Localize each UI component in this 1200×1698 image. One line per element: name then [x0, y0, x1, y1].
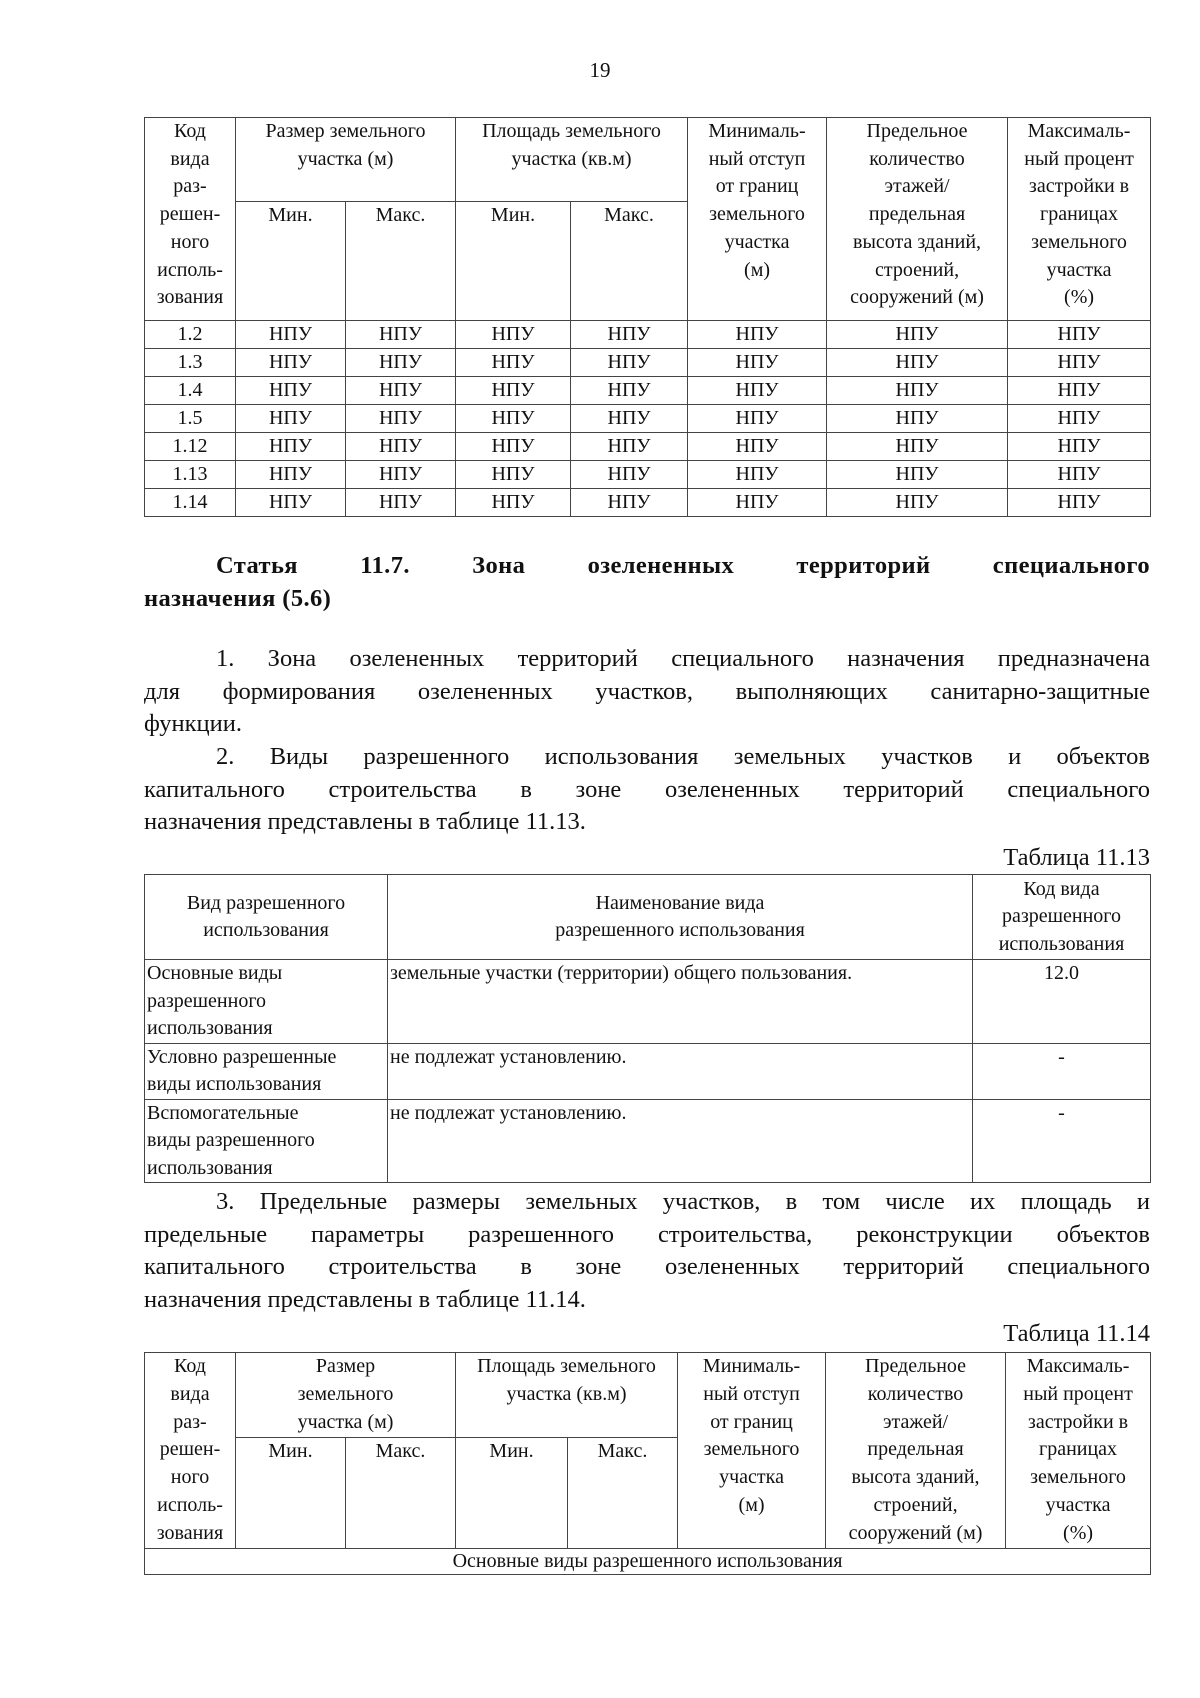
table-11-13: [144, 874, 1151, 1183]
row-code: 1.12: [145, 433, 236, 461]
header-line: исполь-: [157, 1493, 223, 1516]
header-code: [973, 875, 1151, 960]
row-cell: НПУ: [456, 461, 571, 489]
header-size-min: Мин.: [236, 1438, 346, 1549]
row-cell: НПУ: [456, 321, 571, 349]
cell-line: Основные виды: [147, 962, 283, 984]
row-cell: НПУ: [346, 321, 456, 349]
header-line: границах: [1039, 203, 1119, 226]
header-area-max: Макс.: [571, 202, 688, 321]
paragraph-line: назначения представлены в таблице 11.14.: [144, 1285, 586, 1313]
row-cell: НПУ: [1008, 461, 1151, 489]
header-line: Наименование вида: [595, 891, 765, 914]
row-name: не подлежат установлению.: [388, 1099, 973, 1183]
header-size: [236, 1353, 456, 1438]
header-line: земельного: [1031, 230, 1127, 253]
header-line: ный процент: [1023, 1382, 1133, 1405]
row-code: 1.4: [145, 377, 236, 405]
header-line: участка: [1046, 258, 1112, 281]
header-line: земельного: [297, 1382, 394, 1405]
header-line: количество: [867, 1382, 964, 1405]
cell-line: использования: [147, 1156, 273, 1179]
header-line: сооружений (м): [850, 286, 984, 309]
header-line: строений,: [873, 1493, 958, 1516]
header-line: застройки в: [1027, 1410, 1129, 1433]
header-line: от границ: [710, 1410, 793, 1433]
header-line: ного: [170, 1466, 210, 1489]
header-line: Минималь-: [708, 120, 806, 142]
row-cell: НПУ: [236, 321, 346, 349]
header-setback: [688, 118, 827, 321]
row-cell: НПУ: [688, 461, 827, 489]
row-cell: НПУ: [1008, 321, 1151, 349]
header-line: количество: [869, 147, 965, 170]
header-line: вида: [170, 1382, 210, 1405]
row-cell: НПУ: [571, 321, 688, 349]
paragraph-line: 2. Виды разрешенного использования земельных участков и объектов: [216, 743, 1150, 770]
row-cell: НПУ: [688, 377, 827, 405]
table-row: [145, 461, 1151, 489]
paragraph-2: [144, 741, 1150, 839]
header-line: раз-: [173, 175, 207, 198]
row-cell: НПУ: [236, 349, 346, 377]
header-area-min: Мин.: [456, 1438, 568, 1549]
header-line: участка (м): [297, 147, 394, 170]
header-line: строений,: [874, 258, 960, 281]
table-top-continuation: [144, 117, 1151, 517]
header-percent: [1006, 1353, 1151, 1549]
row-cell: НПУ: [456, 489, 571, 517]
row-kind: [145, 960, 388, 1044]
header-line: Минималь-: [702, 1355, 801, 1377]
header-line: ный отступ: [703, 1382, 800, 1405]
header-line: этажей/: [882, 1410, 949, 1433]
paragraph-line: для формирования озелененных участков, выполняющих санитарно-защитные: [144, 677, 1150, 705]
header-line: участка (кв.м): [506, 1382, 627, 1405]
header-line: зования: [156, 1521, 224, 1544]
row-cell: НПУ: [346, 433, 456, 461]
row-cell: НПУ: [827, 489, 1008, 517]
header-line: земельного: [1030, 1466, 1126, 1489]
row-code: 1.5: [145, 405, 236, 433]
page-number: 19: [589, 58, 611, 82]
row-cell: НПУ: [1008, 405, 1151, 433]
cell-line: Вспомогательные: [147, 1101, 299, 1124]
article-title-line1: Статья 11.7. Зона озелененных территорий специального: [216, 552, 1150, 579]
header-line: участка (кв.м): [511, 147, 632, 170]
header-line: Максималь-: [1027, 120, 1131, 142]
header-floors: [826, 1353, 1006, 1549]
header-line: участка: [719, 1466, 784, 1489]
row-cell: НПУ: [456, 433, 571, 461]
header-line: зования: [156, 286, 224, 309]
row-cell: НПУ: [827, 405, 1008, 433]
header-line: ный процент: [1024, 147, 1134, 170]
header-line: (%): [1064, 286, 1095, 309]
paragraph-line: капитального строительства в зоне озелененных территорий специального: [144, 1253, 1150, 1280]
paragraph-line: 1. Зона озелененных территорий специального назначения предназначена: [216, 645, 1150, 672]
paragraph-3: [144, 1186, 1150, 1316]
row-cell: НПУ: [827, 433, 1008, 461]
paragraph-1: [144, 643, 1150, 741]
table-row: [145, 960, 1151, 1044]
header-area-max: Макс.: [568, 1438, 678, 1549]
header-size-min: Мин.: [236, 202, 346, 321]
paragraph-line: 3. Предельные размеры земельных участков, в том числе их площадь и: [216, 1188, 1150, 1215]
row-cell: НПУ: [236, 377, 346, 405]
article-title: [144, 549, 1150, 615]
header-line: ный отступ: [708, 147, 806, 170]
row-cell: НПУ: [456, 349, 571, 377]
paragraph-line: предельные параметры разрешенного строительства, реконструкции объектов: [144, 1220, 1150, 1248]
row-cell: НПУ: [688, 489, 827, 517]
row-cell: НПУ: [1008, 377, 1151, 405]
article-title-line2: назначения (5.6): [144, 585, 332, 612]
header-size: [236, 118, 456, 202]
header-area: [456, 118, 688, 202]
table-row: [145, 377, 1151, 405]
row-cell: НПУ: [571, 349, 688, 377]
table-row: [145, 1043, 1151, 1099]
table-1114-caption: Таблица 11.14: [1003, 1320, 1150, 1347]
header-line: Код: [174, 120, 206, 142]
table-row: [145, 433, 1151, 461]
header-line: сооружений (м): [848, 1521, 983, 1544]
header-line: решен-: [159, 1438, 221, 1461]
header-line: Максималь-: [1026, 1355, 1130, 1377]
header-line: участка: [1045, 1493, 1111, 1516]
header-line: Код вида: [1023, 877, 1100, 900]
cell-line: использования: [147, 1017, 273, 1039]
row-code: 1.13: [145, 461, 236, 489]
row-cell: НПУ: [571, 433, 688, 461]
header-line: Размер земельного: [265, 120, 426, 142]
header-setback: [678, 1353, 826, 1549]
table-row: [145, 349, 1151, 377]
header-line: земельного: [703, 1438, 800, 1461]
row-cell: НПУ: [236, 433, 346, 461]
row-code: 1.2: [145, 321, 236, 349]
header-code: [145, 1353, 236, 1549]
row-cell: НПУ: [688, 405, 827, 433]
header-line: Площадь земельного: [482, 120, 661, 142]
header-line: Размер: [315, 1355, 376, 1377]
table-1113-caption: Таблица 11.13: [1003, 844, 1150, 871]
row-cell: НПУ: [456, 377, 571, 405]
row-cell: НПУ: [1008, 433, 1151, 461]
row-cell: НПУ: [571, 405, 688, 433]
table-row: [145, 1099, 1151, 1183]
header-percent: [1008, 118, 1151, 321]
row-cell: НПУ: [827, 461, 1008, 489]
header-kind: [145, 875, 388, 960]
header-line: застройки в: [1028, 175, 1130, 198]
header-area: [456, 1353, 678, 1438]
header-line: предельная: [867, 1438, 964, 1461]
header-line: от границ: [715, 175, 799, 198]
header-line: использования: [203, 919, 329, 941]
row-cell: НПУ: [346, 377, 456, 405]
table-row: [145, 489, 1151, 517]
row-cell: НПУ: [346, 405, 456, 433]
section-row-label: Основные виды разрешенного использования: [145, 1549, 1151, 1575]
header-line: высота зданий,: [853, 230, 982, 253]
row-code: -: [973, 1099, 1151, 1183]
header-line: Код: [174, 1355, 206, 1377]
row-cell: НПУ: [346, 489, 456, 517]
row-code: 1.14: [145, 489, 236, 517]
row-code: 1.3: [145, 349, 236, 377]
table-row: [145, 405, 1151, 433]
header-line: Площадь земельного: [477, 1355, 656, 1377]
header-line: этажей/: [884, 175, 950, 198]
header-line: предельная: [868, 203, 966, 226]
header-line: земельного: [709, 203, 805, 226]
header-line: разрешенного: [1001, 905, 1122, 928]
row-cell: НПУ: [827, 377, 1008, 405]
row-cell: НПУ: [827, 349, 1008, 377]
row-cell: НПУ: [688, 433, 827, 461]
header-line: границах: [1038, 1438, 1118, 1461]
header-size-max: Макс.: [346, 1438, 456, 1549]
header-floors: [827, 118, 1008, 321]
row-cell: НПУ: [827, 321, 1008, 349]
header-name: [388, 875, 973, 960]
header-line: ного: [170, 230, 210, 253]
row-code: -: [973, 1043, 1151, 1099]
row-cell: НПУ: [236, 405, 346, 433]
header-line: (%): [1063, 1521, 1094, 1544]
row-cell: НПУ: [688, 349, 827, 377]
section-row: [145, 1549, 1151, 1575]
header-size-max: Макс.: [346, 202, 456, 321]
row-cell: НПУ: [346, 461, 456, 489]
row-kind: [145, 1099, 388, 1183]
header-line: (м): [744, 258, 771, 281]
row-cell: НПУ: [1008, 489, 1151, 517]
row-cell: НПУ: [571, 377, 688, 405]
row-name: не подлежат установлению.: [388, 1043, 973, 1099]
header-line: раз-: [173, 1410, 207, 1433]
header-line: вида: [170, 147, 210, 170]
header-code: [145, 118, 236, 321]
header-line: участка (м): [297, 1410, 394, 1433]
paragraph-line: функции.: [144, 710, 242, 737]
row-cell: НПУ: [236, 489, 346, 517]
header-line: использования: [998, 932, 1125, 955]
paragraph-line: капитального строительства в зоне озелененных территорий специального: [144, 775, 1150, 803]
row-cell: НПУ: [571, 461, 688, 489]
row-cell: НПУ: [688, 321, 827, 349]
header-line: Предельное: [865, 1355, 967, 1377]
header-line: высота зданий,: [851, 1466, 980, 1489]
cell-line: виды разрешенного: [147, 1129, 315, 1151]
header-line: разрешенного использования: [555, 919, 805, 941]
row-kind: [145, 1043, 388, 1099]
header-area-min: Мин.: [456, 202, 571, 321]
table-row: [145, 321, 1151, 349]
table-11-14: [144, 1352, 1151, 1575]
header-line: (м): [738, 1493, 765, 1516]
header-line: участка: [724, 230, 790, 253]
row-code: 12.0: [973, 960, 1151, 1044]
header-line: Предельное: [866, 120, 968, 142]
cell-line: виды использования: [147, 1073, 322, 1095]
header-line: Вид разрешенного: [186, 891, 346, 914]
row-cell: НПУ: [1008, 349, 1151, 377]
row-cell: НПУ: [456, 405, 571, 433]
cell-line: разрешенного: [147, 989, 267, 1012]
cell-line: Условно разрешенные: [147, 1045, 337, 1068]
row-cell: НПУ: [236, 461, 346, 489]
row-cell: НПУ: [346, 349, 456, 377]
row-cell: НПУ: [571, 489, 688, 517]
paragraph-line: назначения представлены в таблице 11.13.: [144, 808, 586, 835]
row-name: земельные участки (территории) общего пользования.: [388, 960, 973, 1044]
header-line: исполь-: [157, 258, 223, 281]
header-line: решен-: [159, 203, 221, 226]
